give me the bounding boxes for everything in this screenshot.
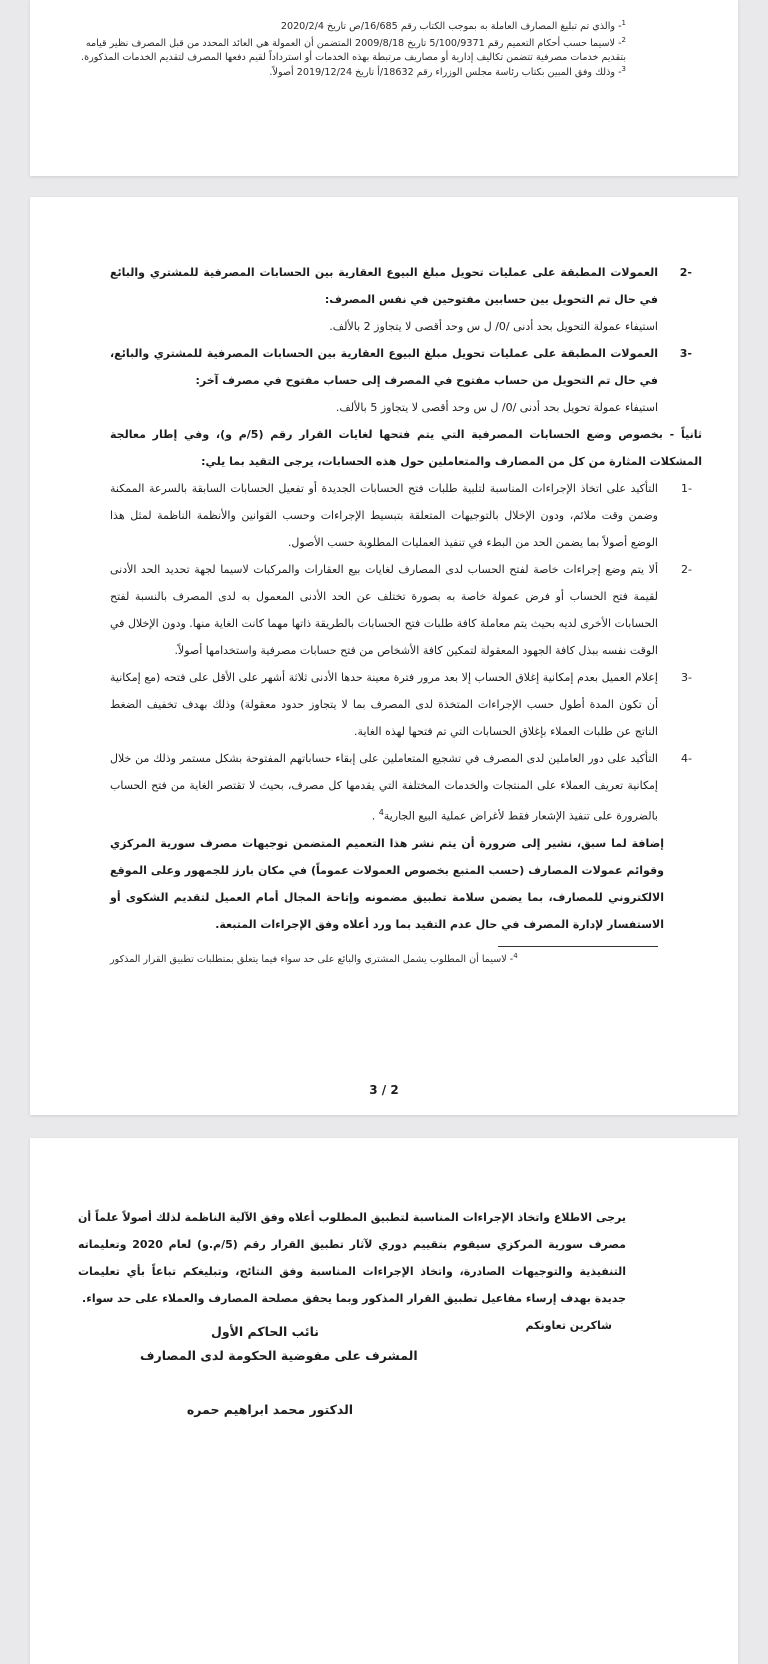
item-body: استيفاء عمولة التحويل بحد أدنى /0/ ل س وحد أقصى لا يتجاوز 2 بالألف. <box>329 320 658 333</box>
point-text: التأكيد على دور العاملين لدى المصرف في تشجيع المتعاملين على إبقاء حساباتهم المفتوحة بشكل مستمر وذلك من خلال إمكانية تعريف العملاء على المنتجات والخدمات المختلفة التي يقدمها كل مصرف، بحيث لا تقتصر الغاية من فتح الحساب بالضرورة على تنفيذ الإشعار فقط لأغراض عملية البيع الجارية$^4$ . <box>110 752 658 823</box>
point-text: التأكيد على اتخاذ الإجراءات المناسبة لتلبية طلبات فتح الحسابات الجديدة أو تفعيل الحسابات السابقة بالسرعة الممكنة وضمن وقت ملائم، ودون الإخلال بالتوجيهات المتعلقة بتبسيط الإجراءات وحسب القوانين والأنظمة الناظمة لمثل هذا الوضع أصولاً بما يضمن الحد من البطء في تنفيذ العمليات المطلوبة حسب الأصول. <box>110 482 658 549</box>
item-heading: العمولات المطبقة على عمليات تحويل مبلغ البيوع العقارية بين الحسابات المصرفية للمشتري والبائع في حال تم التحويل بين حسابين مفتوحين في نفس المصرف: <box>110 266 658 306</box>
signatory-name: الدكتور محمد ابراهيم حمره <box>186 1402 354 1417</box>
footnote-1: $^1$- والذي تم تبليغ المصارف العاملة به بموجب الكتاب رقم 16/685/ص تاريخ 2020/2/4 <box>280 18 626 32</box>
item-heading: العمولات المطبقة على عمليات تحويل مبلغ البيوع العقارية بين الحسابات المصرفية للمشتري والبائع، في حال تم التحويل من حساب مفتوح في المصرف إلى حساب مفتوح في مصرف آخر: <box>110 347 658 387</box>
point-1: -1 التأكيد على اتخاذ الإجراءات المناسبة لتلبية طلبات فتح الحسابات الجديدة أو تفعيل الحسابات السابقة بالسرعة الممكنة وضمن وقت ملائم، ودون الإخلال بالتوجيهات المتعلقة بتبسيط الإجراءات وحسب القوانين والأنظمة الناظمة لمثل هذا الوضع أصولاً بما يضمن الحد من البطء في تنفيذ العمليات المطلوبة حسب الأصول. <box>110 475 658 556</box>
signature-title-1: نائب الحاكم الأول <box>211 1324 319 1339</box>
document-page-1 <box>30 0 738 176</box>
document-page-2 <box>30 197 738 1115</box>
point-text: ألا يتم وضع إجراءات خاصة لفتح الحساب لدى المصارف لغايات بيع العقارات والمركبات لاسيما لجهة تحديد الحد الأدنى لقيمة فتح الحساب أو فرض عمولة خاصة به بصورة تختلف عن الحد الأدنى المعمول به لدى المصرف بالنسبة لفتح الحسابات الأخرى لديه بحيث يتم معاملة كافة طلبات فتح الحسابات بالطريقة ذاتها مهما كانت الغاية منها. ودون الإخلال في الوقت نفسه ببذل كافة الجهود المعقولة لتمكين كافة الأشخاص من فتح حسابات مصرفية واستخدامها أصولاً. <box>110 563 658 657</box>
final-paragraph: يرجى الاطلاع واتخاذ الإجراءات المناسبة لتطبيق المطلوب أعلاه وفق الآلية الناظمة لذلك أصولاً علماً أن مصرف سورية المركزي سيقوم بتقييم دوري لآثار تطبيق القرار رقم (5/م.و) لعام 2020 وتعليماته التنفيذية والتوجيهات الصادرة، واتخاذ الإجراءات المناسبة وفق النتائج، وتبليغكم تباعاً بأي تعليمات جديدة بهدف إرساء مفاعيل تطبيق القرار المذكور وبما يحقق مصلحة المصارف والعملاء على حد سواء. <box>78 1211 626 1305</box>
page3-content <box>78 1204 626 1339</box>
signature-title-2: المشرف على مفوضية الحكومة لدى المصارف <box>140 1348 418 1363</box>
footnote-2: $^2$- لاسيما حسب أحكام التعميم رقم 5/100/9371 تاريخ 2009/8/18 المتضمن أن العمولة هي العائد المحدد من قبل المصرف نظير قيامه بتقديم خدمات مصرفية تتضمن تكاليف إدارية أو مصاريف مرتبطة بهذه الخدمات أو استرداداً لقيم دفعها المصرف لتقديم الخدمات المذكورة. <box>81 35 626 63</box>
item-3 <box>110 340 692 421</box>
item-number: -3 <box>679 347 692 360</box>
item-number: -2 <box>679 266 692 279</box>
item-body: استيفاء عمولة تحويل بحد أدنى /0/ ل س وحد أقصى لا يتجاوز 5 بالألف. <box>335 401 658 414</box>
thanks-line: شاكرين تعاونكم <box>525 1319 612 1332</box>
point-3: -3 إعلام العميل بعدم إمكانية إغلاق الحساب إلا بعد مرور فترة معينة حدها الأدنى ثلاثة أشهر على الأقل على فتحه (مع إمكانية أن تكون المدة أطول حسب الإجراءات المتخذة لدى المصرف بما لا يتجاوز حدود معقولة) وذلك بهدف تخفيف الضغط الناتج عن طلبات العملاء بإغلاق الحسابات التي تم فتحها لهذه الغاية. <box>110 664 658 745</box>
document-page-3 <box>30 1138 738 1664</box>
section-second <box>110 421 702 475</box>
point-4: -4 التأكيد على دور العاملين لدى المصرف في تشجيع المتعاملين على إبقاء حساباتهم المفتوحة بشكل مستمر وذلك من خلال إمكانية تعريف العملاء على المنتجات والخدمات المختلفة التي يقدمها كل مصرف، بحيث لا تقتصر الغاية من فتح الحساب بالضرورة على تنفيذ الإشعار فقط لأغراض عملية البيع الجارية$^4$ . <box>110 745 658 830</box>
section-second-text: ثانياً - بخصوص وضع الحسابات المصرفية التي يتم فتحها لغايات القرار رقم (5/م و)، وفي إطار معالجة المشكلات المثارة من كل من المصارف والمتعاملين حول هذه الحسابات، يرجى التقيد بما يلي: <box>110 428 702 468</box>
page2-content <box>110 259 702 967</box>
point-text: إعلام العميل بعدم إمكانية إغلاق الحساب إلا بعد مرور فترة معينة حدها الأدنى ثلاثة أشهر على الأقل على فتحه (مع إمكانية أن تكون المدة أطول حسب الإجراءات المتخذة لدى المصرف بما لا يتجاوز حدود معقولة) وذلك بهدف تخفيف الضغط الناتج عن طلبات العملاء بإغلاق الحسابات التي تم فتحها لهذه الغاية. <box>110 671 658 738</box>
point-2: -2 ألا يتم وضع إجراءات خاصة لفتح الحساب لدى المصارف لغايات بيع العقارات والمركبات لاسيما لجهة تحديد الحد الأدنى لقيمة فتح الحساب أو فرض عمولة خاصة به بصورة تختلف عن الحد الأدنى المعمول به لدى المصرف بالنسبة لفتح الحسابات الأخرى لديه بحيث يتم معاملة كافة طلبات فتح الحسابات بالطريقة ذاتها مهما كانت الغاية منها. ودون الإخلال في الوقت نفسه ببذل كافة الجهود المعقولة لتمكين كافة الأشخاص من فتح حسابات مصرفية واستخدامها أصولاً. <box>110 556 658 664</box>
footnote-3: $^3$- وذلك وفق المبين بكتاب رئاسة مجلس الوزراء رقم 18632/أ تاريخ 2019/12/24 أصولاً. <box>269 64 626 78</box>
signature-block <box>140 1320 420 1422</box>
footnote-separator <box>498 946 658 947</box>
page-number: 3 / 2 <box>369 1083 399 1097</box>
closing-paragraph: إضافة لما سبق، نشير إلى ضرورة أن يتم نشر هذا التعميم المتضمن توجيهات مصرف سورية المركزي وقوائم عمولات المصارف (حسب المتبع بخصوص العمولات عموماً) في مكان بارز للجمهور وعلى الموقع الالكتروني للمصارف، بما يضمن سلامة تطبيق مضمونه وإتاحة المجال أمام العميل لتقديم الشكوى أو الاستفسار لإدارة المصرف في حال عدم التقيد بما ورد أعلاه وفق الإجراءات المتبعة. <box>110 836 664 931</box>
item-2 <box>110 259 692 340</box>
footnote-4: $^4$- لاسيما أن المطلوب يشمل المشتري والبائع على حد سواء فيما يتعلق بمتطلبات تطبيق القرار المذكور <box>110 951 518 965</box>
footnotes-block <box>78 20 626 80</box>
